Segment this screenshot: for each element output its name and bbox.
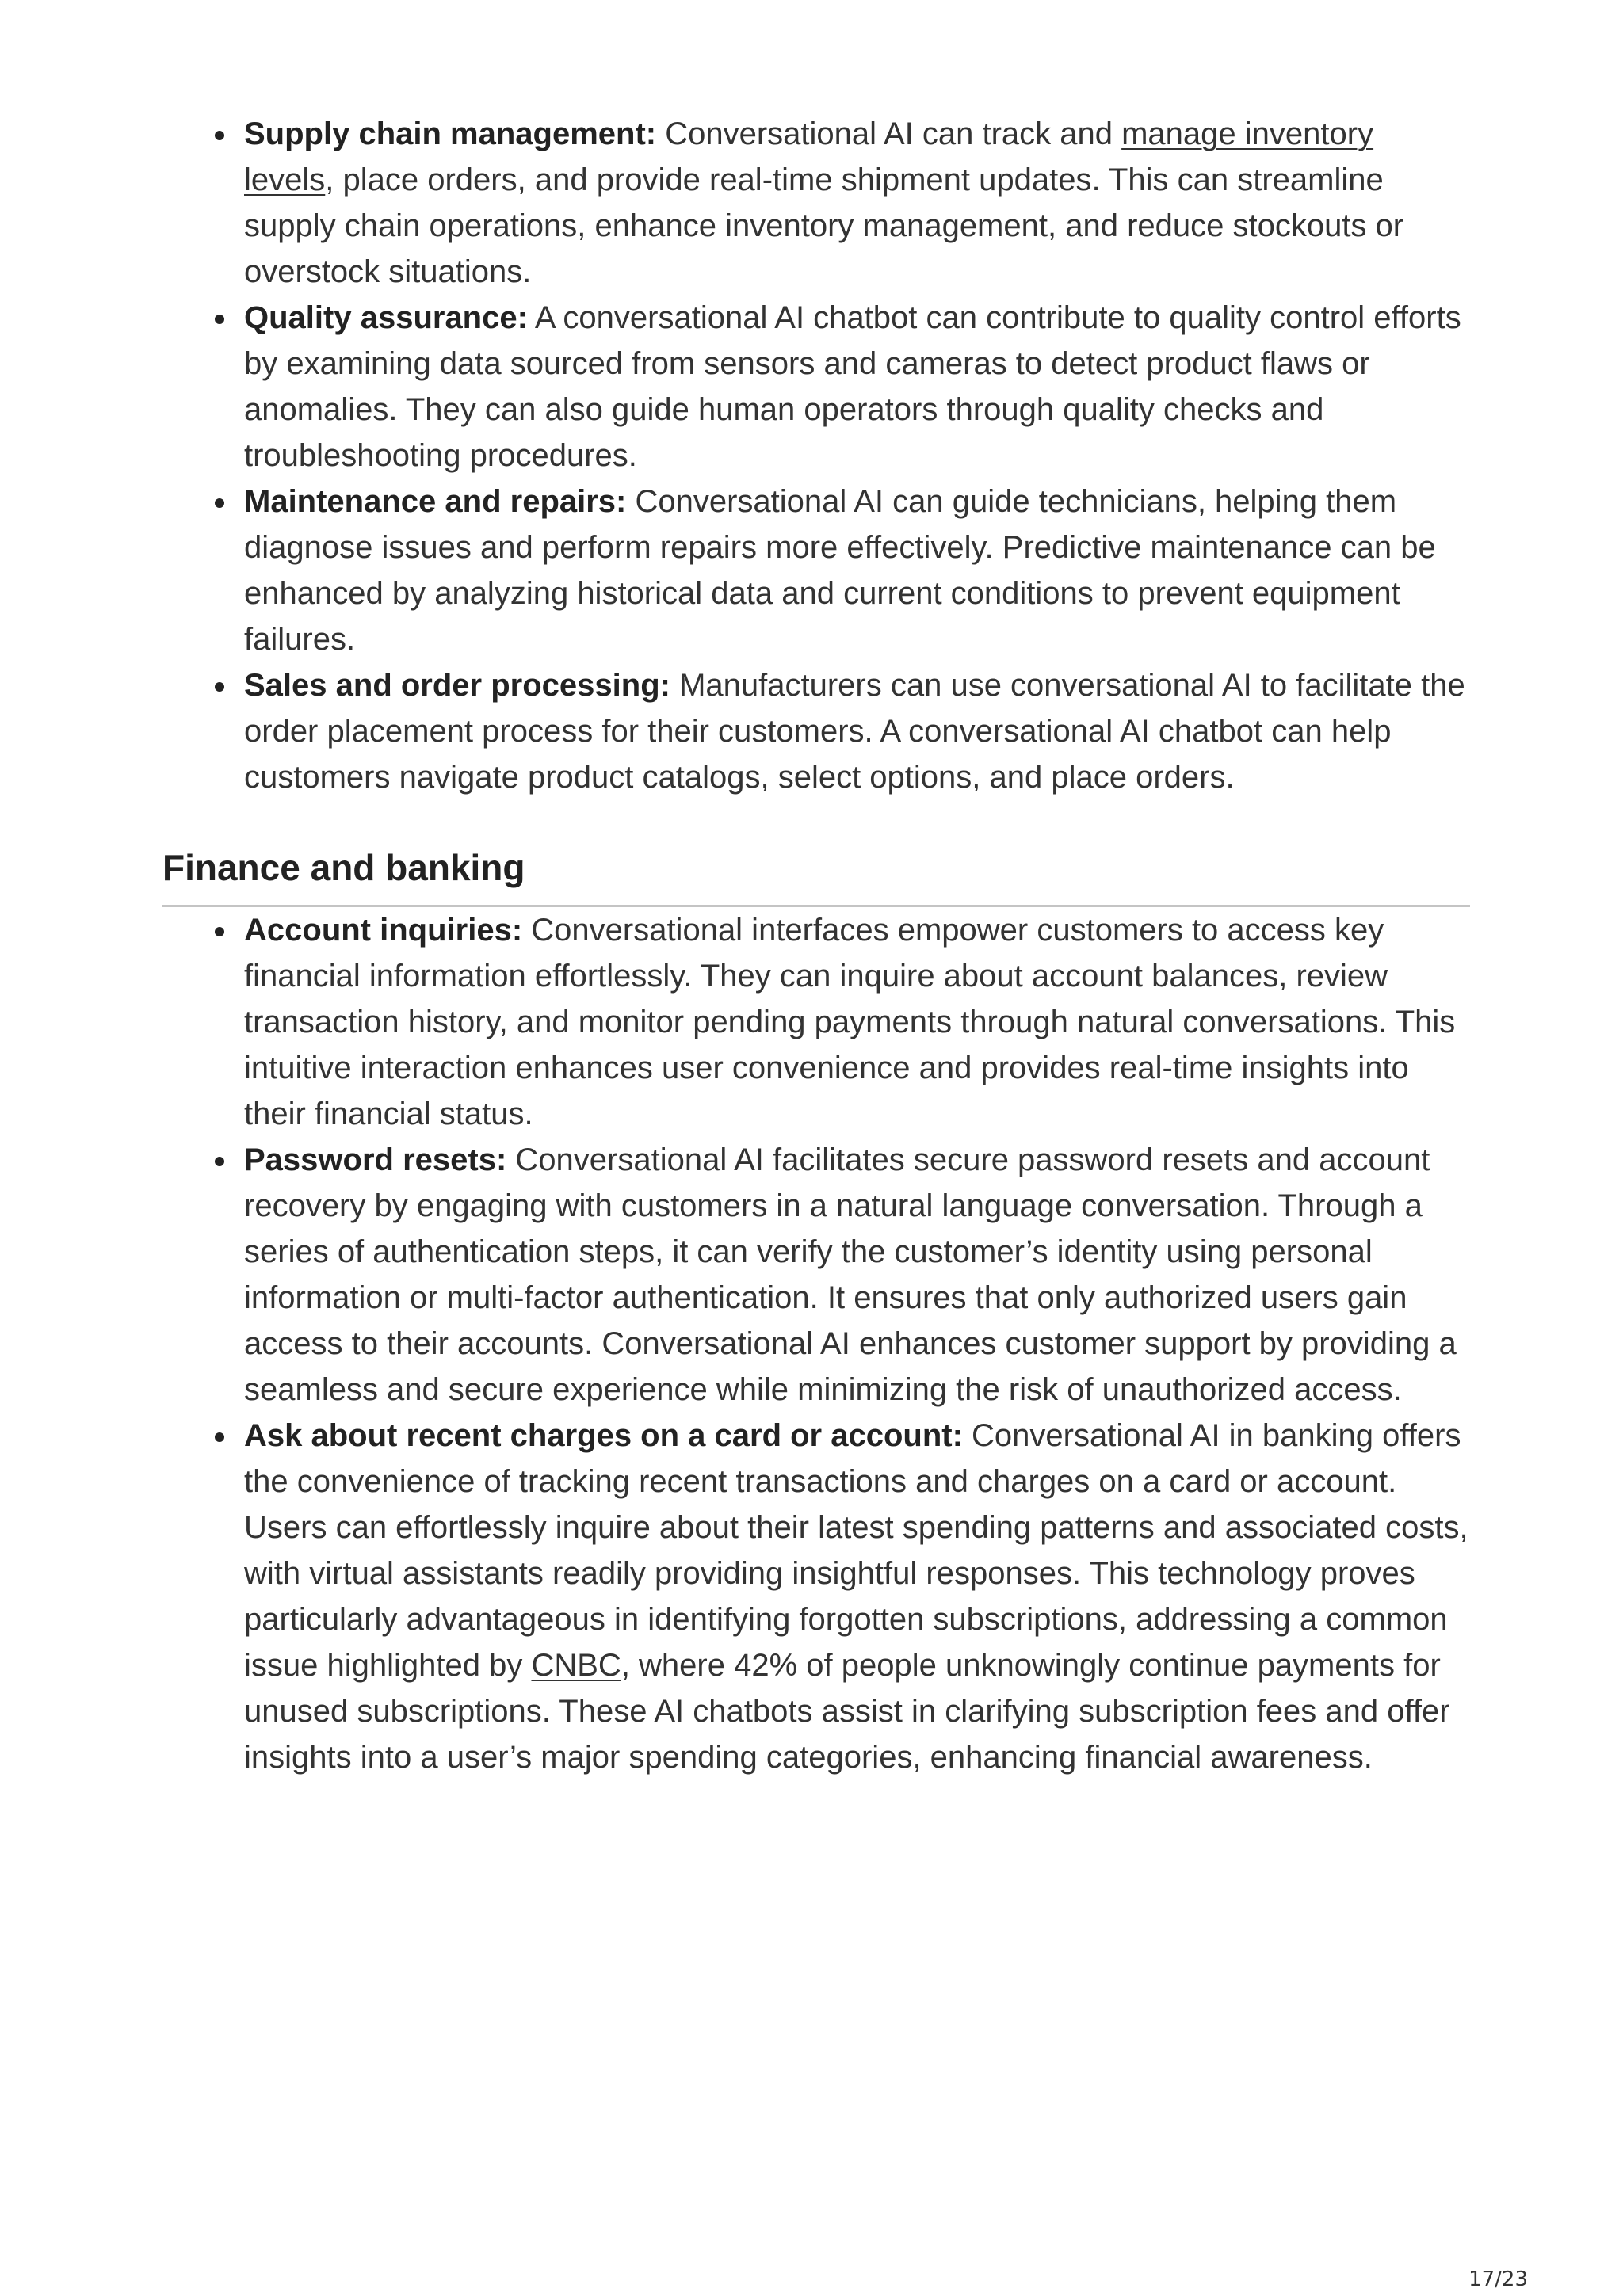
- list-item-text: Conversational AI in banking offers the convenience of tracking recent transactions and charges on a card or account. Users can effortlessly inquire about their latest spending patterns and associated costs, with virtual assistants readily providing insightful responses. This technology proves particularly advantageous in identifying forgotten subscriptions, addressing a common issue highlighted by: [244, 1418, 1468, 1683]
- list-item-account-inquiries: [244, 907, 1470, 1137]
- bullet-icon: [215, 927, 224, 936]
- list-item-quality-assurance: [244, 295, 1470, 479]
- list-item-term: Supply chain management:: [244, 116, 657, 151]
- list-item-supply-chain: [244, 111, 1470, 295]
- list-item-recent-charges: [244, 1413, 1470, 1780]
- finance-use-cases-list: [162, 907, 1470, 1780]
- list-item-term: Quality assurance:: [244, 300, 528, 335]
- list-item-term: Sales and order processing:: [244, 668, 670, 703]
- bullet-icon: [215, 1432, 224, 1442]
- list-item-maintenance: [244, 479, 1470, 662]
- manage-inventory-levels-link[interactable]: manage inventory levels: [244, 116, 1374, 197]
- list-item-text: Conversational AI can guide technicians, helping them diagnose issues and perform repairs more effectively. Predictive maintenance can be enhanced by analyzing historical data and current conditions to prevent equipment failures.: [244, 484, 1436, 657]
- bullet-icon: [215, 498, 224, 508]
- list-item-text: Conversational interfaces empower customers to access key financial information effortlessly. They can inquire about account balances, review transaction history, and monitor pending payments through natural conversations. This intuitive interaction enhances user convenience and provides real-time insights into their financial status.: [244, 913, 1456, 1131]
- list-item-term: Password resets:: [244, 1142, 507, 1177]
- page-number: 17/23: [1468, 2267, 1528, 2291]
- bullet-icon: [215, 315, 224, 324]
- list-item-sales-orders: [244, 662, 1470, 800]
- list-item-text: Conversational AI facilitates secure password resets and account recovery by engaging with customers in a natural language conversation. Through a series of authentication steps, it can verify the customer’s identity using personal information or multi-factor authentication. It ensures that only authorized users gain access to their accounts. Conversational AI enhances customer support by providing a seamless and secure experience while minimizing the risk of unauthorized access.: [244, 1142, 1457, 1407]
- article-content: [162, 111, 1470, 1780]
- list-item-text: , where 42% of people unknowingly continue payments for unused subscriptions. These AI chatbots assist in clarifying subscription fees and offer insights into a user’s major spending categories, enhancing financial awareness.: [244, 1648, 1450, 1775]
- manufacturing-use-cases-list: [162, 111, 1470, 800]
- section-heading-finance: Finance and banking: [162, 840, 1470, 907]
- list-item-text: Conversational AI can track and: [656, 116, 1122, 151]
- cnbc-link[interactable]: CNBC: [531, 1648, 621, 1683]
- bullet-icon: [215, 682, 224, 692]
- bullet-icon: [215, 131, 224, 140]
- list-item-text: A conversational AI chatbot can contribute to quality control efforts by examining data sourced from sensors and cameras to detect product flaws or anomalies. They can also guide human operators through quality checks and troubleshooting procedures.: [244, 300, 1461, 473]
- list-item-term: Ask about recent charges on a card or account:: [244, 1418, 963, 1453]
- bullet-icon: [215, 1157, 224, 1166]
- list-item-text: , place orders, and provide real-time shipment updates. This can streamline supply chain operations, enhance inventory management, and reduce stockouts or overstock situations.: [244, 162, 1404, 289]
- list-item-term: Account inquiries:: [244, 913, 523, 948]
- list-item-password-resets: [244, 1137, 1470, 1413]
- list-item-term: Maintenance and repairs:: [244, 484, 627, 519]
- list-item-text: Manufacturers can use conversational AI to facilitate the order placement process for their customers. A conversational AI chatbot can help customers navigate product catalogs, select options, and place orders.: [244, 668, 1465, 795]
